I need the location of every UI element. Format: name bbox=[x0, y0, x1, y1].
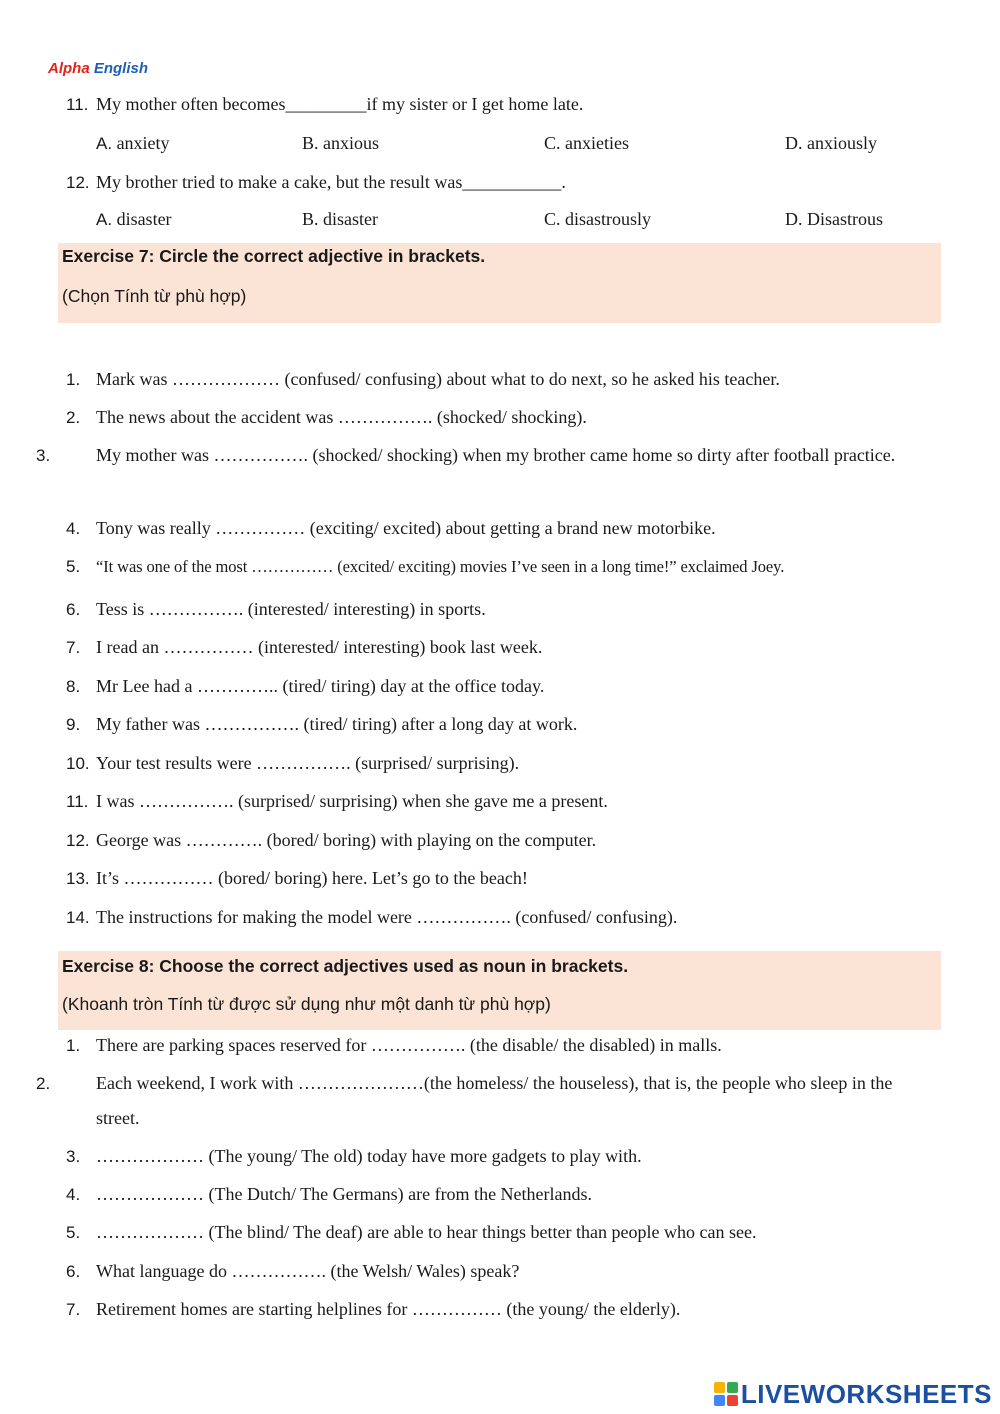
item-text: The news about the accident was ……………. (shocked/ shocking). bbox=[96, 407, 587, 427]
item-number: 13. bbox=[66, 869, 90, 888]
item-text: George was …………. (bored/ boring) with playing on the computer. bbox=[96, 830, 597, 850]
item-text: ……………… (The young/ The old) today have more gadgets to play with. bbox=[96, 1146, 642, 1166]
item-number: 6. bbox=[66, 600, 81, 619]
item-text: ……………… (The blind/ The deaf) are able to hear things better than people who can see. bbox=[96, 1222, 757, 1242]
item-text: Retirement homes are starting helplines for …………… (the young/ the elderly). bbox=[96, 1299, 681, 1319]
item-text: Tess is ……………. (interested/ interesting) in sports. bbox=[96, 599, 486, 619]
exercise-7-item-11 bbox=[66, 784, 940, 819]
question-11 bbox=[66, 87, 940, 122]
item-number: 5. bbox=[66, 1223, 81, 1242]
exercise-7-item-2 bbox=[66, 400, 940, 435]
exercise-8-title: Exercise 8: Choose the correct adjectives used as noun in brackets. bbox=[62, 956, 629, 976]
item-text: There are parking spaces reserved for ……………. (the disable/ the disabled) in malls. bbox=[96, 1035, 722, 1055]
option-b[interactable]: B. disaster bbox=[302, 209, 378, 229]
exercise-8-item-2 bbox=[36, 1066, 940, 1136]
option-letter: A. bbox=[96, 210, 113, 229]
brand-first: Alpha bbox=[48, 60, 90, 77]
exercise-7-title: Exercise 7: Circle the correct adjective in brackets. bbox=[62, 246, 486, 266]
item-number: 7. bbox=[66, 1300, 81, 1319]
item-text: Your test results were ……………. (surprised/ surprising). bbox=[96, 753, 520, 773]
exercise-8-item-4 bbox=[66, 1177, 940, 1212]
brand-logo bbox=[48, 60, 148, 77]
item-text: My father was ……………. (tired/ tiring) after a long day at work. bbox=[96, 714, 578, 734]
option-c[interactable]: C. anxieties bbox=[544, 133, 629, 153]
item-text: ……………… (The Dutch/ The Germans) are from the Netherlands. bbox=[96, 1184, 593, 1204]
logo-grid-icon bbox=[714, 1382, 738, 1406]
exercise-7-item-4 bbox=[66, 511, 940, 546]
logo-text: LIVEWORKSHEETS bbox=[740, 1378, 992, 1409]
question-text: My brother tried to make a cake, but the result was___________. bbox=[96, 172, 566, 192]
item-number: 14. bbox=[66, 908, 90, 927]
exercise-8-header bbox=[58, 951, 941, 1030]
item-text: What language do ……………. (the Welsh/ Wales) speak? bbox=[96, 1261, 520, 1281]
item-number: 4. bbox=[66, 1185, 81, 1204]
exercise-7-item-6 bbox=[66, 592, 940, 627]
item-number: 8. bbox=[66, 677, 81, 696]
question-number: 11. bbox=[66, 95, 89, 114]
exercise-8-item-5 bbox=[66, 1215, 940, 1250]
exercise-7-item-14 bbox=[66, 900, 940, 935]
exercise-7-item-13 bbox=[66, 861, 940, 896]
liveworksheets-logo bbox=[714, 1380, 992, 1408]
brand-second: English bbox=[93, 60, 149, 77]
option-text: anxiety bbox=[112, 133, 170, 153]
exercise-7-item-7 bbox=[66, 630, 940, 665]
item-text: “It was one of the most …………… (excited/ exciting) movies I’ve seen in a long time!” exclaimed Joey. bbox=[96, 557, 785, 576]
item-text: My mother was ……………. (shocked/ shocking) when my brother came home so dirty after football practice. bbox=[96, 445, 896, 465]
exercise-7-item-3 bbox=[36, 438, 940, 473]
item-text: I was ……………. (surprised/ surprising) when she gave me a present. bbox=[96, 791, 608, 811]
item-text: Each weekend, I work with …………………(the homeless/ the houseless), that is, the people who sleep in the street. bbox=[96, 1073, 893, 1128]
question-number: 12. bbox=[66, 173, 90, 192]
exercise-7-header bbox=[58, 243, 941, 323]
option-d[interactable]: D. Disastrous bbox=[785, 209, 883, 229]
item-number: 3. bbox=[36, 446, 51, 465]
exercise-8-subtitle: (Khoanh tròn Tính từ được sử dụng như một danh từ phù hợp) bbox=[62, 994, 551, 1014]
item-number: 9. bbox=[66, 715, 81, 734]
item-number: 7. bbox=[66, 638, 81, 657]
option-letter: A. bbox=[96, 134, 113, 153]
item-number: 6. bbox=[66, 1262, 81, 1281]
exercise-7-item-12 bbox=[66, 823, 940, 858]
exercise-8-item-6 bbox=[66, 1254, 940, 1289]
item-text: Mr Lee had a ………….. (tired/ tiring) day at the office today. bbox=[96, 676, 545, 696]
option-a[interactable] bbox=[96, 128, 170, 159]
item-number: 1. bbox=[66, 1036, 81, 1055]
exercise-7-item-10 bbox=[66, 746, 940, 781]
item-number: 2. bbox=[36, 1074, 51, 1093]
item-number: 2. bbox=[66, 408, 81, 427]
question-text: My mother often becomes_________if my sister or I get home late. bbox=[96, 94, 584, 114]
item-number: 3. bbox=[66, 1147, 81, 1166]
exercise-7-item-1 bbox=[66, 362, 940, 397]
item-text: Tony was really …………… (exciting/ excited) about getting a brand new motorbike. bbox=[96, 518, 716, 538]
question-12 bbox=[66, 165, 940, 200]
option-d[interactable]: D. anxiously bbox=[785, 133, 877, 153]
item-number: 4. bbox=[66, 519, 81, 538]
item-text: The instructions for making the model were ……………. (confused/ confusing). bbox=[96, 907, 678, 927]
exercise-7-item-8 bbox=[66, 669, 940, 704]
item-number: 5. bbox=[66, 557, 80, 576]
exercise-7-item-9 bbox=[66, 707, 940, 742]
option-c[interactable]: C. disastrously bbox=[544, 209, 652, 229]
option-b[interactable]: B. anxious bbox=[302, 133, 380, 153]
option-a[interactable] bbox=[96, 204, 172, 235]
exercise-8-item-7 bbox=[66, 1292, 940, 1327]
exercise-7-item-5 bbox=[66, 550, 940, 584]
item-number: 1. bbox=[66, 370, 81, 389]
item-number: 11. bbox=[66, 792, 89, 811]
item-number: 12. bbox=[66, 831, 90, 850]
exercise-8-item-3 bbox=[66, 1139, 940, 1174]
exercise-8-item-1 bbox=[66, 1028, 940, 1063]
exercise-7-subtitle: (Chọn Tính từ phù hợp) bbox=[62, 286, 247, 306]
item-text: Mark was ……………… (confused/ confusing) about what to do next, so he asked his teacher. bbox=[96, 369, 780, 389]
item-number: 10. bbox=[66, 754, 90, 773]
item-text: I read an …………… (interested/ interesting) book last week. bbox=[96, 637, 543, 657]
option-text: disaster bbox=[112, 209, 172, 229]
item-text: It’s …………… (bored/ boring) here. Let’s go to the beach! bbox=[96, 868, 528, 888]
